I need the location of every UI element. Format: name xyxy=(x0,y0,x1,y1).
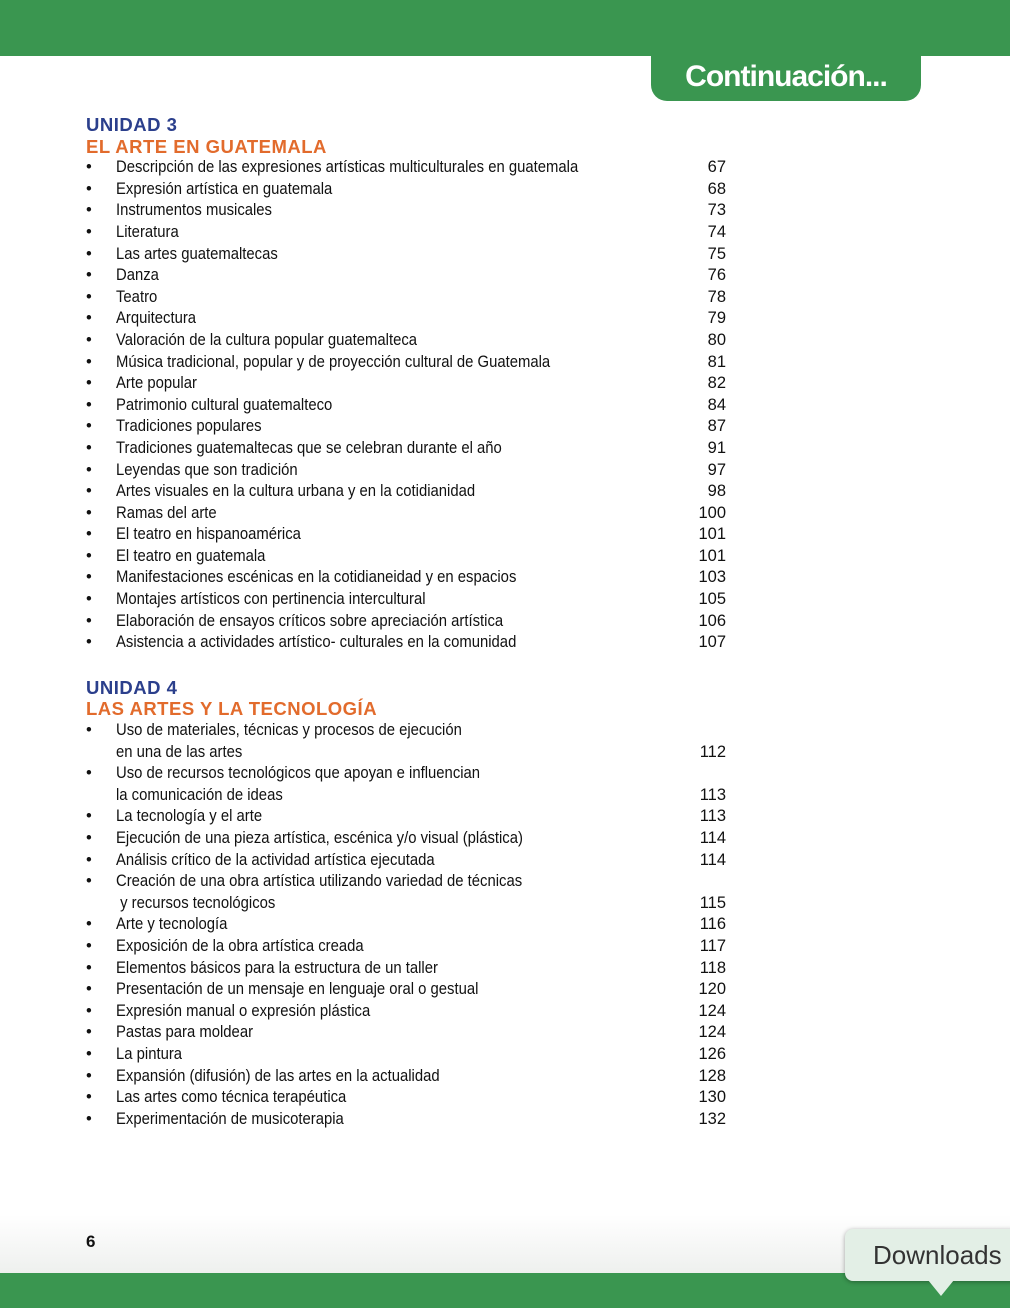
toc-entry-page: 81 xyxy=(707,352,726,371)
bullet-icon: • xyxy=(86,395,92,414)
unit-title: EL ARTE EN GUATEMALA xyxy=(86,135,327,157)
toc-entry-text: La tecnología y el arte xyxy=(116,807,263,826)
toc-entry-page: 100 xyxy=(698,503,726,522)
toc-entry xyxy=(86,265,746,287)
bullet-icon: • xyxy=(86,179,92,198)
toc-entry-text-continued: y recursos tecnológicos xyxy=(116,893,276,912)
toc-entry-page: 82 xyxy=(707,374,726,393)
bullet-icon: • xyxy=(86,915,92,934)
toc-entry-text: Expresión manual o expresión plástica xyxy=(116,1001,371,1020)
toc-entry-page: 117 xyxy=(699,936,726,955)
toc-entry-text: Patrimonio cultural guatemalteco xyxy=(116,395,333,414)
toc-list xyxy=(86,157,746,654)
downloads-button[interactable]: Downloads xyxy=(845,1229,1010,1281)
toc-entry-page: 113 xyxy=(699,785,726,804)
bullet-icon: • xyxy=(86,633,92,652)
toc-entry xyxy=(86,481,746,503)
toc-entry xyxy=(86,1022,746,1044)
toc-entry-text: Creación de una obra artística utilizando variedad de técnicas xyxy=(116,872,523,891)
bullet-icon: • xyxy=(86,1088,92,1107)
bullet-icon: • xyxy=(86,287,92,306)
bullet-icon: • xyxy=(86,850,92,869)
toc-entry xyxy=(86,1066,746,1088)
toc-entry-page: 114 xyxy=(699,850,726,869)
toc-entry-text: Experimentación de musicoterapia xyxy=(116,1109,344,1128)
toc-entry-text: Presentación de un mensaje en lenguaje oral o gestual xyxy=(116,980,479,999)
toc-entry-text: Montajes artísticos con pertinencia intercultural xyxy=(116,590,426,609)
toc-entry-page: 101 xyxy=(698,546,726,565)
toc-entry-text: Las artes como técnica terapéutica xyxy=(116,1088,347,1107)
toc-entry xyxy=(86,503,746,525)
toc-entry-page: 114 xyxy=(699,829,726,847)
bullet-icon: • xyxy=(86,764,92,783)
toc-entry-text: El teatro en hispanoamérica xyxy=(116,525,301,544)
toc-entry-text: Elementos básicos para la estructura de un taller xyxy=(116,958,438,977)
toc-entry-text: Elaboración de ensayos críticos sobre apreciación artística xyxy=(116,611,504,630)
toc-entry-page: 107 xyxy=(698,633,726,652)
toc-entry xyxy=(86,1109,746,1131)
toc-entry-text: El teatro en guatemala xyxy=(116,546,266,565)
toc-entry-text: Valoración de la cultura popular guatemalteca xyxy=(116,330,418,349)
toc-entry-page: 120 xyxy=(698,980,726,999)
toc-entry xyxy=(86,1044,746,1066)
toc-entry-text: Las artes guatemaltecas xyxy=(116,244,278,263)
toc-entry xyxy=(86,308,746,330)
toc-entry-text: Expansión (difusión) de las artes en la actualidad xyxy=(116,1066,440,1085)
toc-entry xyxy=(86,632,746,654)
toc-entry-page: 106 xyxy=(698,611,726,630)
bullet-icon: • xyxy=(86,503,92,522)
toc-entry-text: Manifestaciones escénicas en la cotidianeidad y en espacios xyxy=(116,568,517,587)
toc-entry-page: 79 xyxy=(707,309,726,328)
toc-entry-text: Ramas del arte xyxy=(116,503,217,522)
toc-entry xyxy=(86,352,746,374)
toc-list xyxy=(86,720,746,1130)
toc-entry-text: Pastas para moldear xyxy=(116,1023,254,1042)
toc-entry-page: 75 xyxy=(707,244,726,263)
bullet-icon: • xyxy=(86,1001,92,1020)
toc-entry-text: Leyendas que son tradición xyxy=(116,460,298,479)
page-number: 6 xyxy=(86,1232,96,1251)
bullet-icon: • xyxy=(86,546,92,565)
toc-entry-page: 118 xyxy=(699,958,726,977)
bullet-icon: • xyxy=(86,980,92,999)
bullet-icon: • xyxy=(86,1023,92,1042)
toc-entry xyxy=(86,438,746,460)
toc-entry-text: Expresión artística en guatemala xyxy=(116,179,333,198)
toc-entry-page: 124 xyxy=(698,1001,726,1020)
bullet-icon: • xyxy=(86,1044,92,1063)
toc-entry-text: Exposición de la obra artística creada xyxy=(116,936,364,955)
toc-entry xyxy=(86,806,746,828)
toc-entry-page: 91 xyxy=(707,438,726,457)
unit-number: UNIDAD 3 xyxy=(86,114,178,135)
toc-entry xyxy=(86,546,746,568)
toc-entry-page: 116 xyxy=(699,915,726,934)
toc-entry-text: Tradiciones guatemaltecas que se celebran durante el año xyxy=(116,438,502,457)
toc-entry-text: Arte popular xyxy=(116,374,197,393)
toc-entry-text-continued: en una de las artes xyxy=(116,742,243,761)
toc-entry-page: 78 xyxy=(707,287,726,306)
toc-entry-text: Teatro xyxy=(116,287,158,306)
toc-entry-text: Literatura xyxy=(116,222,179,241)
toc-entry-page: 67 xyxy=(707,158,726,177)
toc-entry-page: 105 xyxy=(698,590,726,609)
bullet-icon: • xyxy=(86,266,92,285)
toc-entry-page: 126 xyxy=(698,1044,726,1063)
toc-entry xyxy=(86,936,746,958)
toc-entry xyxy=(86,330,746,352)
toc-entry-text: Descripción de las expresiones artísticas multiculturales en guatemala xyxy=(116,158,579,177)
toc-entry-page: 101 xyxy=(698,525,726,544)
bullet-icon: • xyxy=(86,352,92,371)
toc-entry-text: Instrumentos musicales xyxy=(116,201,272,220)
unit-number: UNIDAD 4 xyxy=(86,676,178,698)
toc-entry-page: 73 xyxy=(707,201,726,220)
toc-entry xyxy=(86,914,746,936)
toc-entry-text: Uso de recursos tecnológicos que apoyan e influencian xyxy=(116,764,481,783)
bullet-icon: • xyxy=(86,611,92,630)
toc-entry xyxy=(86,460,746,482)
toc-entry-page: 124 xyxy=(698,1023,726,1042)
bullet-icon: • xyxy=(86,438,92,457)
toc-entry-page: 98 xyxy=(707,482,726,501)
unit-spacer xyxy=(86,654,746,677)
toc-entry xyxy=(86,979,746,1001)
bullet-icon: • xyxy=(86,374,92,393)
bullet-icon: • xyxy=(86,958,92,977)
continuation-tab: Continuación... xyxy=(651,52,921,101)
toc-entry-text: Música tradicional, popular y de proyección cultural de Guatemala xyxy=(116,352,551,371)
bullet-icon: • xyxy=(86,829,92,847)
toc-entry xyxy=(86,611,746,633)
bullet-icon: • xyxy=(86,872,92,891)
bullet-icon: • xyxy=(86,158,92,177)
toc-entry-page: 87 xyxy=(707,417,726,436)
bullet-icon: • xyxy=(86,309,92,328)
bullet-icon: • xyxy=(86,1109,92,1128)
toc-entry-text: Arte y tecnología xyxy=(116,915,228,934)
toc-entry-text: Asistencia a actividades artístico- culturales en la comunidad xyxy=(116,633,517,652)
toc-entry xyxy=(86,157,746,179)
toc-entry xyxy=(86,567,746,589)
toc-entry xyxy=(86,589,746,611)
toc-entry xyxy=(86,958,746,980)
toc-entry xyxy=(86,373,746,395)
bullet-icon: • xyxy=(86,807,92,826)
bullet-icon: • xyxy=(86,460,92,479)
toc-entry-text: Artes visuales en la cultura urbana y en la cotidianidad xyxy=(116,482,476,501)
toc-entry xyxy=(86,179,746,201)
downloads-tooltip-arrow xyxy=(928,1280,954,1296)
toc-entry xyxy=(86,524,746,546)
bullet-icon: • xyxy=(86,590,92,609)
toc-entry xyxy=(86,1087,746,1109)
toc-entry-page: 130 xyxy=(698,1088,726,1107)
bullet-icon: • xyxy=(86,1066,92,1085)
unit-title: LAS ARTES Y LA TECNOLOGÍA xyxy=(86,698,378,720)
toc-entry-text: Ejecución de una pieza artística, escénica y/o visual (plástica) xyxy=(116,829,523,847)
toc-entry-page: 74 xyxy=(707,222,726,241)
toc-entry-text: Arquitectura xyxy=(116,309,197,328)
toc-entry-page: 97 xyxy=(707,460,726,479)
toc-entry-text-continued: la comunicación de ideas xyxy=(116,785,283,804)
toc-entry xyxy=(86,828,746,850)
toc-entry xyxy=(86,1001,746,1023)
bullet-icon: • xyxy=(86,721,92,740)
toc-entry-page: 112 xyxy=(699,742,726,761)
toc-entry xyxy=(86,395,746,417)
bullet-icon: • xyxy=(86,417,92,436)
toc-entry xyxy=(86,871,746,914)
bullet-icon: • xyxy=(86,222,92,241)
toc-entry xyxy=(86,222,746,244)
table-of-contents xyxy=(86,114,746,1130)
toc-entry-text: La pintura xyxy=(116,1044,183,1063)
bullet-icon: • xyxy=(86,330,92,349)
toc-entry-text: Análisis crítico de la actividad artística ejecutada xyxy=(116,850,435,869)
toc-entry xyxy=(86,763,746,806)
toc-entry-page: 103 xyxy=(698,568,726,587)
toc-entry-page: 128 xyxy=(698,1066,726,1085)
toc-entry xyxy=(86,850,746,872)
toc-entry-page: 115 xyxy=(699,893,726,912)
toc-entry-page: 113 xyxy=(699,807,726,826)
toc-entry-text: Tradiciones populares xyxy=(116,417,262,436)
toc-entry xyxy=(86,416,746,438)
toc-entry-text: Uso de materiales, técnicas y procesos de ejecución xyxy=(116,721,462,740)
bullet-icon: • xyxy=(86,568,92,587)
toc-entry-page: 76 xyxy=(707,266,726,285)
bullet-icon: • xyxy=(86,525,92,544)
toc-entry-text: Danza xyxy=(116,266,159,285)
bullet-icon: • xyxy=(86,244,92,263)
top-green-bar xyxy=(0,0,1010,56)
toc-entry-page: 80 xyxy=(707,330,726,349)
toc-entry-page: 132 xyxy=(698,1109,726,1128)
toc-entry xyxy=(86,720,746,763)
toc-entry xyxy=(86,287,746,309)
bullet-icon: • xyxy=(86,482,92,501)
toc-entry-page: 68 xyxy=(707,179,726,198)
bullet-icon: • xyxy=(86,936,92,955)
toc-entry-page: 84 xyxy=(707,395,726,414)
toc-entry xyxy=(86,200,746,222)
bullet-icon: • xyxy=(86,201,92,220)
toc-entry xyxy=(86,244,746,266)
